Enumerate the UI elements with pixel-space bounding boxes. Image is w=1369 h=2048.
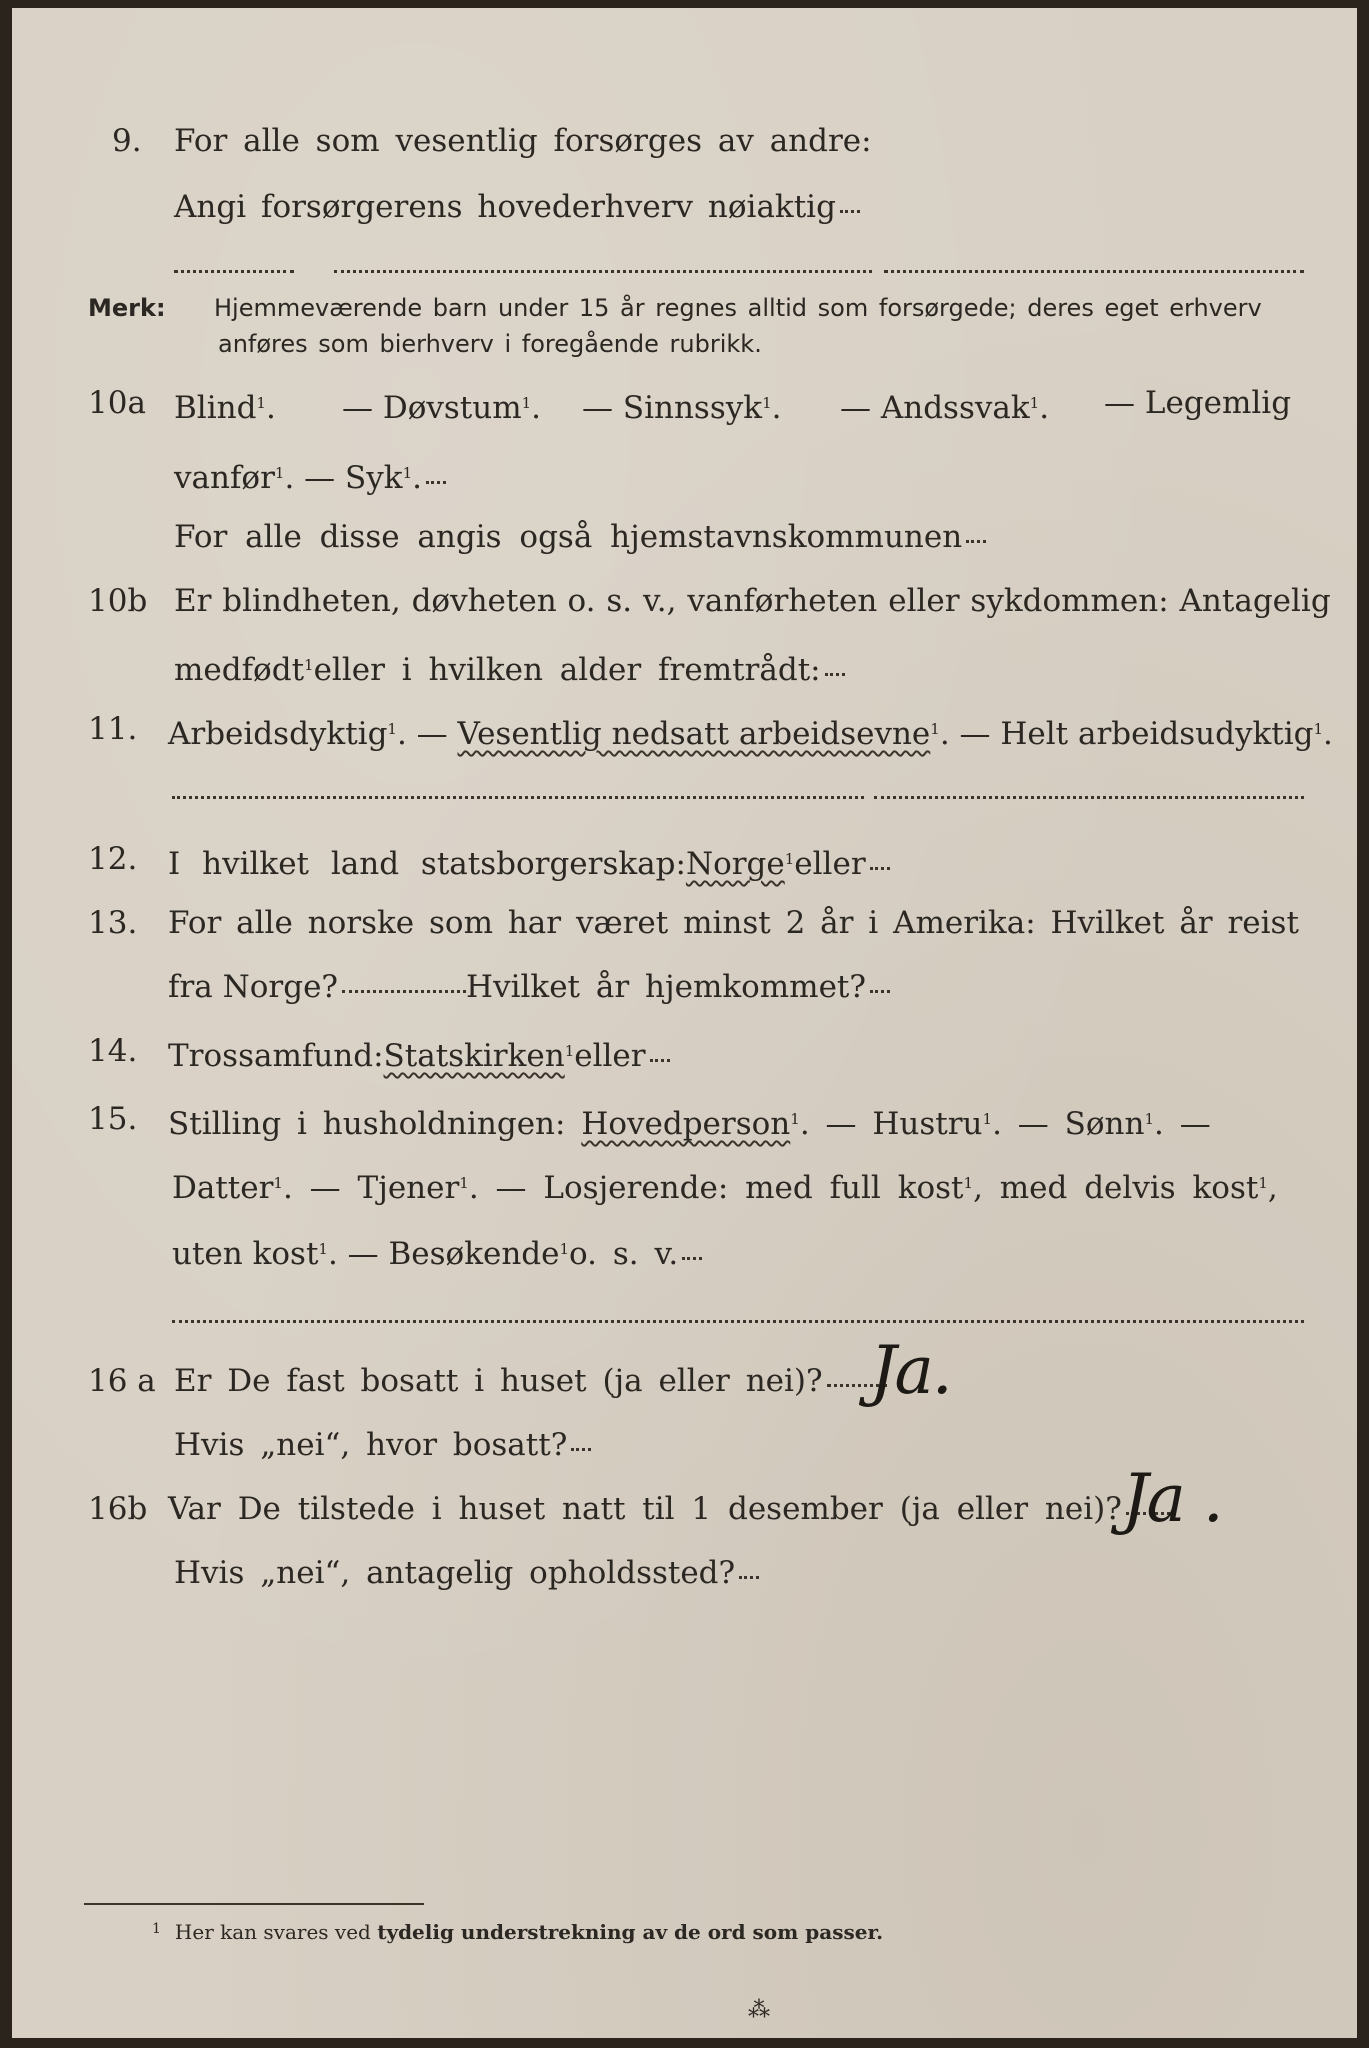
q9-text-2: Angi forsørgerens hovederhverv nøiaktig <box>174 189 836 225</box>
handwritten-answer-q16a: Ja. <box>870 1332 951 1409</box>
q13-text: For alle norske som har været minst 2 år i Amerika: Hvilket år reist <box>168 905 1299 941</box>
q16a-text-2: Hvis „nei“, hvor bosatt? <box>174 1427 568 1463</box>
q11-line1 <box>12 706 1357 752</box>
option-medfodt: medfødt$^1$ <box>174 652 314 688</box>
answer-field-q12[interactable] <box>870 867 890 870</box>
q10a-line3 <box>12 514 1357 560</box>
option-legemlig: — Legemlig <box>1104 385 1292 421</box>
q16a-number: 16 a <box>88 1363 156 1399</box>
answer-field-q14[interactable] <box>650 1059 670 1062</box>
q15-text-2: Datter$^1$. — Tjener$^1$. — Losjerende: med full kost$^1$, med delvis kost$^1$, <box>172 1170 1278 1206</box>
q15-line1 <box>12 1096 1357 1142</box>
footnote-rule <box>84 1903 424 1905</box>
dotted-line <box>172 796 864 799</box>
q9-number: 9. <box>112 123 142 159</box>
q14-line1 <box>12 1028 1357 1074</box>
option-dovstum: — Døvstum$^1$. <box>342 390 542 426</box>
q14-text: Trossamfund: <box>168 1038 384 1074</box>
q12-eller: eller <box>794 846 866 882</box>
answer-field-reist[interactable] <box>342 990 466 993</box>
q9-line2 <box>12 184 1357 230</box>
answer-field-q16a-bosatt[interactable] <box>571 1448 591 1451</box>
q15-text: Stilling i husholdningen: Hovedperson$^1$. — Hustru$^1$. — Sønn$^1$. — <box>168 1106 1211 1142</box>
q13-line1 <box>12 900 1357 946</box>
q12-number: 12. <box>88 841 138 877</box>
selected-answer-norge: Norge$^1$ <box>685 846 795 882</box>
answer-field-q9[interactable] <box>840 210 860 213</box>
footnote <box>152 1920 883 1944</box>
merk-text-1: Hjemmeværende barn under 15 år regnes alltid som forsørgede; deres eget erhverv <box>214 294 1262 322</box>
selected-answer-q11: Vesentlig nedsatt arbeidsevne <box>457 716 931 752</box>
answer-field-hjemkommet[interactable] <box>870 990 890 993</box>
page-speck-mark: ⁂ <box>748 1998 770 2023</box>
answer-field-q10b[interactable] <box>825 673 845 676</box>
q11-text: Arbeidsdyktig$^1$. — Vesentlig nedsatt arbeidsevne$^1$. — Helt arbeidsudyktig$^1$. <box>168 716 1333 752</box>
merk-text-2: anføres som bierhverv i foregående rubrikk. <box>218 330 762 358</box>
q11-number: 11. <box>88 711 138 747</box>
q10a-hjemstavn-text: For alle disse angis også hjemstavnskommunen <box>174 519 963 555</box>
selected-answer-statskirken: Statskirken$^1$ <box>383 1038 575 1074</box>
q12-line1 <box>12 836 1357 882</box>
answer-field-q15[interactable] <box>682 1257 702 1260</box>
q9-line1 <box>12 118 1357 164</box>
q16b-line2 <box>12 1550 1357 1596</box>
q15-osv: o. s. v. <box>569 1236 679 1272</box>
option-syk: . — Syk$^1$. <box>284 460 422 496</box>
dotted-line <box>172 1320 1304 1323</box>
answer-field-hjemstavn[interactable] <box>966 540 986 543</box>
q14-eller: eller <box>574 1038 646 1074</box>
q9-text: For alle som vesentlig forsørges av andre: <box>174 123 872 159</box>
q16b-number: 16b <box>88 1491 148 1527</box>
footnote-mark: 1 <box>152 1921 161 1937</box>
dotted-line <box>174 270 294 273</box>
merk-label: Merk: <box>88 294 166 322</box>
q10b-number: 10b <box>88 583 148 619</box>
q10b-text: Er blindheten, døvheten o. s. v., vanførheten eller sykdommen: Antagelig <box>174 583 1331 619</box>
q15-line3 <box>12 1226 1357 1272</box>
q16a-text: Er De fast bosatt i huset (ja eller nei)? <box>174 1363 823 1399</box>
q10b-alder-text: eller i hvilken alder fremtrådt: <box>313 652 821 688</box>
q10a-line1 <box>12 380 1357 426</box>
q16b-text: Var De tilstede i huset natt til 1 desember (ja eller nei)? <box>168 1491 1122 1527</box>
q10a-line2 <box>12 450 1357 496</box>
selected-answer-hovedperson: Hovedperson <box>581 1106 791 1142</box>
dotted-line <box>874 796 1304 799</box>
footnote-text: Her kan svares ved <box>174 1920 378 1944</box>
census-form-page <box>12 8 1357 2038</box>
q10b-line2 <box>12 642 1357 688</box>
q13-reist-text: fra Norge? <box>168 969 339 1005</box>
option-uten-kost: uten kost$^1$ <box>172 1236 328 1272</box>
answer-field-q10a[interactable] <box>426 481 446 484</box>
option-blind: Blind$^1$. <box>174 390 276 426</box>
dotted-line <box>334 270 872 273</box>
option-andssvak: — Andssvak$^1$. <box>840 390 1050 426</box>
option-sinnssyk: — Sinnssyk$^1$. <box>582 390 782 426</box>
footnote-text-bold: tydelig understrekning av de ord som passer. <box>377 1920 884 1944</box>
q10a-number: 10a <box>88 385 146 421</box>
q10b-line1 <box>12 578 1357 624</box>
q13-number: 13. <box>88 905 138 941</box>
q12-text: I hvilket land statsborgerskap: <box>168 846 686 882</box>
q15-number: 15. <box>88 1101 138 1137</box>
answer-field-q16b-opholdssted[interactable] <box>739 1576 759 1579</box>
option-besokende: . — Besøkende$^1$ <box>327 1236 570 1272</box>
q13-hjemkommet-text: Hvilket år hjemkommet? <box>466 969 867 1005</box>
q16a-line1 <box>12 1358 1357 1404</box>
option-vanfor: vanfør$^1$ <box>174 460 285 496</box>
dotted-line <box>884 270 1304 273</box>
q16b-text-2: Hvis „nei“, antagelig opholdssted? <box>174 1555 736 1591</box>
q15-line2 <box>12 1160 1357 1206</box>
q14-number: 14. <box>88 1033 138 1069</box>
handwritten-answer-q16b: Ja . <box>1122 1460 1222 1537</box>
q13-line2 <box>12 964 1357 1010</box>
